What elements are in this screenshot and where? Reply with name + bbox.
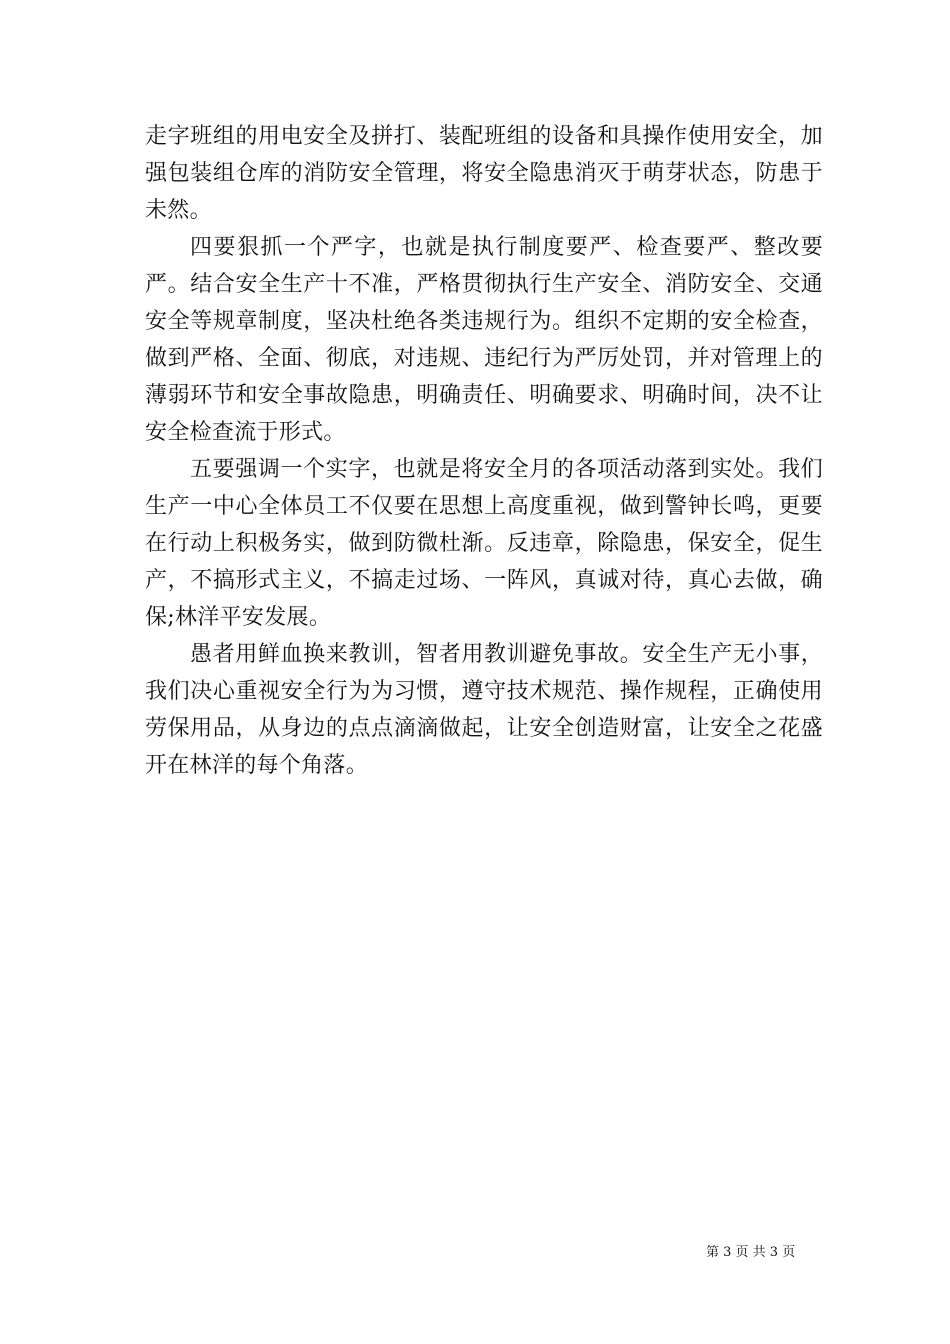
- paragraph-strictness: 四要狠抓一个严字，也就是执行制度要严、检查要严、整改要严。结合安全生产十不准，严格贯彻执行生产安全、消防安全、交通安全等规章制度，坚决杜绝各类违规行为。组织不定期的安全检查，做到严格、全面、彻底，对违规、违纪行为严厉处罚，并对管理上的薄弱环节和安全事故隐患，明确责任、明确要求、明确时间，决不让安全检查流于形式。: [145, 235, 823, 445]
- paragraph-conclusion: 愚者用鲜血换来教训，智者用教训避免事故。安全生产无小事，我们决心重视安全行为为习惯，遵守技术规范、操作规程，正确使用劳保用品，从身边的点点滴滴做起，让安全创造财富，让安全之花盛开在林洋的每个角落。: [145, 642, 823, 778]
- page-number-footer: 第 3 页 共 3 页: [706, 1245, 796, 1260]
- paragraph-continuation: 走字班组的用电安全及拼打、装配班组的设备和具操作使用安全，加强包装组仓库的消防安全管理，将安全隐患消灭于萌芽状态，防患于未然。: [145, 124, 823, 223]
- paragraph-practicality: 五要强调一个实字，也就是将安全月的各项活动落到实处。我们生产一中心全体员工不仅要在思想上高度重视，做到警钟长鸣，更要在行动上积极务实，做到防微杜渐。反违章，除隐患，保安全，促生产，不搞形式主义，不搞走过场、一阵风，真诚对待，真心去做，确保;林洋平安发展。: [145, 457, 823, 630]
- document-body: [145, 118, 823, 784]
